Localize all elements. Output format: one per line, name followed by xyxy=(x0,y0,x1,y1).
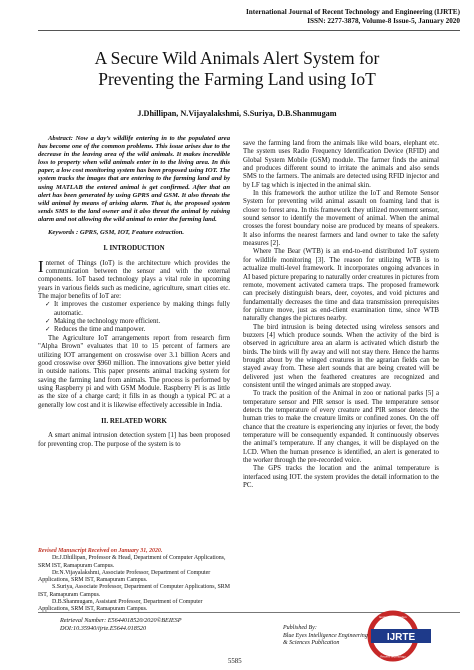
title-line-2: Preventing the Farming Land using IoT xyxy=(98,69,376,89)
keywords-label: Keywords : xyxy=(48,229,79,237)
logo-ring-text-bottom: Recent Technology xyxy=(380,654,406,659)
journal-name: International Journal of Recent Technology and Engineering (IJRTE) xyxy=(246,8,460,16)
checkmark-bullet-icon: ✓ xyxy=(45,326,51,334)
author-note-3: S.Suriya, Associate Professor, Department of Computer Applications, SRM IST, Ramapuram Campus. xyxy=(38,584,230,598)
abstract xyxy=(38,135,230,224)
author-list: J.Dhillipan, N.Vijayalakshmi, S.Suriya, D.B.Shanmugam xyxy=(137,109,337,118)
right-paragraph-3: Where The Bear (WTB) is an end-to-end distributed IoT system for wildlife monitoring [3]. The reason for utilizing WTB is to actualize multi-level framework. It incorporates ongoing advances in AI based picture preparing to naturally order creatures in pictures from remote, movement activated camera traps. The proposed framework can precisely distinguish bears, deer, coyotes, and void pictures and fundamentally decreases the time and data transmission prerequisites for picture move, just as end-client examination time, since WTB naturally changes the pictures nearby. xyxy=(243,248,439,323)
intro-paragraph-1-text: nternet of Things (IoT) is the architecture which provides the communication between the sensor and with the external components. IoT based technology plays a vital role in upcoming years in various fields such as medicine, agriculture, smart cities etc. The major benefits of IoT are: xyxy=(38,259,230,301)
author-note-4: D.B.Shanmugam, Assistant Professor, Department of Computer Applications, SRM IST, Ramapuram Campus. xyxy=(38,599,203,613)
keywords-text: GPRS, GSM, IOT, Feature extraction. xyxy=(79,229,185,237)
benefit-item xyxy=(45,326,230,334)
intro-paragraph-1 xyxy=(38,256,230,302)
related-paragraph-1: A smart animal intrusion detection system [1] has been proposed for preventing crop. The purpose of the system is to xyxy=(38,432,230,448)
benefit-list xyxy=(38,301,230,334)
ijrte-logo xyxy=(367,610,433,662)
section-heading-introduction: I. INTRODUCTION xyxy=(103,245,165,253)
paper-title xyxy=(20,48,454,90)
journal-header xyxy=(246,8,460,26)
benefit-text: It improves the customer experience by making things fully automatic. xyxy=(54,301,230,317)
keywords xyxy=(38,229,230,237)
right-column xyxy=(243,140,439,490)
logo-text: IJRTE xyxy=(386,632,416,643)
header-rule xyxy=(38,30,460,31)
benefit-item xyxy=(45,301,230,318)
drop-cap: I xyxy=(38,256,44,276)
right-paragraph-6: The GPS tracks the location and the animal temperature is interfaced using IOT. the system provides the detail information to the PC. xyxy=(243,465,439,490)
doi-link[interactable]: DOI:10.35940/ijrte.E5644.018520 xyxy=(60,625,147,632)
author-note-1: Dr.J.Dhillipan, Professor & Head, Department of Computer Applications, SRM IST, Ramapuram Campus. xyxy=(38,555,226,569)
abstract-text: Now a day’s wildlife entering in to the populated area has become one of the common problems. This issue arises due to the decrease in the leaving area of the wild animals. It makes incredible loss to property when wild animals enter in to the living area. In this paper, a low cost monitoring system has been proposed using IOT. The system tracks the images that are entering to the farming land and by using MATLAB the entered animal is get confirmed. After that an alert has been generated by using GPRS and GSM. It also threats the wild animal by means of arising alarm. That is, the proposed system sends SMS to the land owner and it also threat the animal by raising alarm and not allowing the wild animal to enter the farming land. xyxy=(38,135,230,223)
author-notes xyxy=(38,548,230,614)
benefit-text: Making the technology more efficient. xyxy=(54,318,161,326)
revised-note: Revised Manuscript Received on January 31, 2020. xyxy=(38,548,163,554)
abstract-label: Abstract: xyxy=(48,135,73,142)
publisher-name-2: & Sciences Publication xyxy=(283,640,340,646)
benefit-item xyxy=(45,318,230,326)
logo-ring-text-top: Exploring Innovation xyxy=(379,614,407,619)
section-heading-related-work: II. RELATED WORK xyxy=(101,417,167,425)
author-note-2: Dr.N.Vijayalakshmi, Associate Professor, Department of Computer Applications, SRM IST, Ramapuram Campus. xyxy=(38,569,211,584)
retrieval-info xyxy=(60,617,182,633)
journal-issn: ISSN: 2277-3878, Volume-8 Issue-5, January 2020 xyxy=(307,17,460,25)
checkmark-bullet-icon: ✓ xyxy=(45,318,51,326)
retrieval-number: Retrieval Number: E5644018520/2020©BEIESP xyxy=(60,617,182,624)
checkmark-bullet-icon: ✓ xyxy=(45,301,51,309)
publisher-name-1: Blue Eyes Intelligence Engineering xyxy=(283,632,368,639)
intro-paragraph-2: The Agriculture IoT arrangements report from research firm "Alpha Brown" evaluates that 10 to 15 percent of farmers are utilizing IOT arrangement on crosswise over 3.1 billion Acers and good crosswise over $960 million. The innovations give better yield in outside nations. This paper presents animal tracking system for saving the farming land from animals. The process is performed by using Raspberry pi and with GSM Module. Raspberry Pi is as little as the size of a charge card; it fills in as though a typical PC at a generally low cost and it is likewise effectively accessible in India. xyxy=(38,334,230,409)
right-paragraph-2: In this framework the author utilize the IoT and Remote Sensor System for preventing wild animal assault on foaming land that is closer to forest area. In this framework they utilized movement sensor, sound sensor to identify the movement of animal. When the animal crosses the forest boundary noise are produced by means of speakers. It also informs the nearest farmers and land owner to take the safety measures [2]. xyxy=(243,190,439,248)
publisher-info xyxy=(283,625,368,648)
benefit-text: Reduces the time and manpower. xyxy=(54,326,146,334)
published-by-label: Published By: xyxy=(283,625,317,631)
right-paragraph-4: The bird intrusion is being detected using wireless sensors and buzzers [4] which produce sounds. When the activity of the bird is observed in agriculture area an alarm is activated which disturb the birds. The birds will fly away and will not stay there. Hence the harms brought about by the winged creatures in the agrarian fields can be stayed away from. These alert sounds that are being created will be delivered just when the feathered creatures are recognized and consistent until the winged animals are stopped away. xyxy=(243,323,439,389)
right-paragraph-5: To track the position of the Animal in zoo or national parks [5] a temperature sensor and PIR sensor is used. The temperature sensor detects the temperature of every creature and PIR sensor detects the human tries to make the creature limits or confined zones. On the off chance that the creature is experiencing any injuries or fever, the body temperature will be consequently expanded. It continuously observes the animal’s temperature. If any changes, it will be displayed on the LCD. When the human presence is identified, an alert is generated to the worker through the pre-recorded voice. xyxy=(243,390,439,465)
right-paragraph-1: save the farming land from the animals like wild boars, elephant etc. The system uses Radio Frequency Identification Device (RFID) and Global System Mobile (GSM) module. The farmer finds the animal and produces different sound to irritate the animals and also sends SMS to the farmers. The animals are detected using RFID injector and by LF tag which is injected in the animal skin. xyxy=(243,140,439,189)
page-number: 5585 xyxy=(228,658,242,665)
title-line-1: A Secure Wild Animals Alert System for xyxy=(94,48,380,68)
left-column xyxy=(38,135,230,449)
